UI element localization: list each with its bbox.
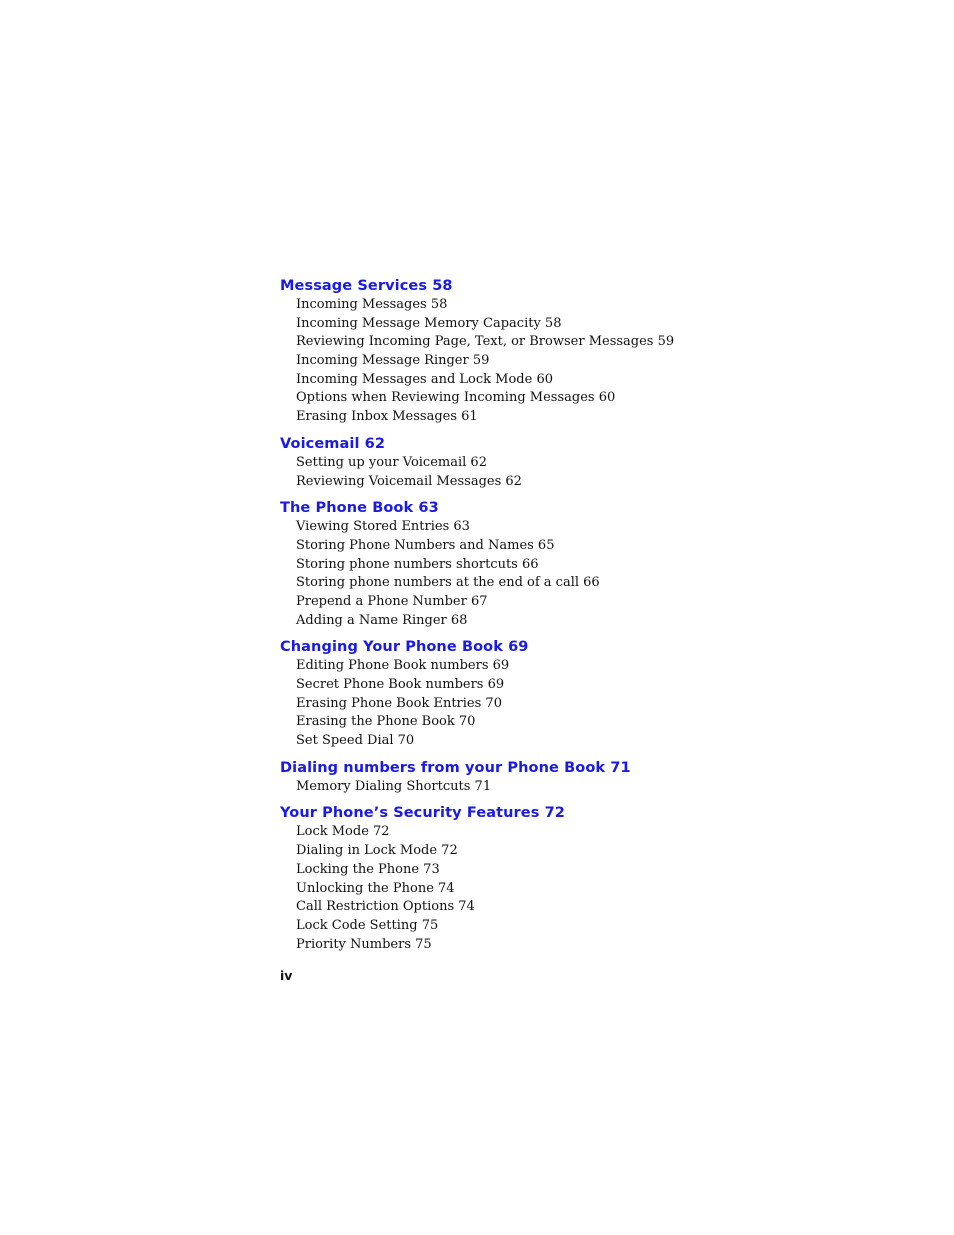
toc-section-phone-book (280, 499, 840, 630)
toc-entry[interactable]: Incoming Messages 58 (296, 297, 448, 312)
section-heading[interactable]: Your Phone’s Security Features 72 (280, 805, 565, 822)
toc-entry[interactable]: Incoming Message Memory Capacity 58 (296, 315, 562, 331)
toc-entry[interactable]: Lock Mode 72 (296, 824, 390, 840)
page-number: iv (280, 968, 293, 983)
toc-entry[interactable]: Options when Reviewing Incoming Messages 60 (296, 390, 616, 406)
toc-section-voicemail (280, 435, 840, 491)
toc-entry[interactable]: Memory Dialing Shortcuts 71 (296, 778, 492, 794)
toc-entry[interactable]: Reviewing Incoming Page, Text, or Browser Messages 59 (296, 334, 675, 350)
section-heading[interactable]: Dialing numbers from your Phone Book 71 (280, 759, 631, 776)
toc-entry[interactable]: Erasing Inbox Messages 61 (296, 409, 478, 425)
toc-entry[interactable]: Setting up your Voicemail 62 (296, 454, 487, 470)
toc-entry[interactable]: Erasing the Phone Book 70 (296, 714, 476, 730)
toc-entry[interactable]: Set Speed Dial 70 (296, 733, 415, 749)
toc-section-changing-phone-book (280, 638, 840, 750)
toc-entry[interactable]: Incoming Message Ringer 59 (296, 353, 490, 369)
toc-section-message-services (280, 277, 840, 427)
toc-entry[interactable]: Editing Phone Book numbers 69 (296, 658, 510, 674)
toc-entry[interactable]: Prepend a Phone Number 67 (296, 593, 488, 609)
toc-entry[interactable]: Storing phone numbers shortcuts 66 (296, 556, 539, 572)
section-heading[interactable]: Message Services 58 (280, 278, 453, 294)
toc-entry[interactable]: Adding a Name Ringer 68 (296, 612, 468, 628)
toc-entry[interactable]: Lock Code Setting 75 (296, 917, 439, 933)
toc-section-dialing-numbers (280, 759, 840, 797)
toc-entry[interactable]: Dialing in Lock Mode 72 (296, 843, 458, 859)
table-of-contents (280, 277, 840, 962)
section-heading[interactable]: Changing Your Phone Book 69 (280, 639, 529, 656)
toc-entry[interactable]: Unlocking the Phone 74 (296, 880, 455, 896)
toc-entry[interactable]: Viewing Stored Entries 63 (296, 519, 470, 535)
toc-entry[interactable]: Reviewing Voicemail Messages 62 (296, 473, 522, 489)
section-heading[interactable]: The Phone Book 63 (280, 500, 439, 517)
toc-entry[interactable]: Secret Phone Book numbers 69 (296, 677, 505, 692)
section-heading[interactable]: Voicemail 62 (280, 435, 386, 452)
toc-entry[interactable]: Locking the Phone 73 (296, 861, 440, 877)
toc-entry[interactable]: Priority Numbers 75 (296, 936, 432, 952)
toc-entry[interactable]: Call Restriction Options 74 (296, 899, 475, 915)
toc-entry[interactable]: Storing Phone Numbers and Names 65 (296, 537, 555, 553)
toc-entry[interactable]: Incoming Messages and Lock Mode 60 (296, 371, 553, 387)
toc-entry[interactable]: Storing phone numbers at the end of a call 66 (296, 575, 600, 591)
toc-entry[interactable]: Erasing Phone Book Entries 70 (296, 695, 502, 711)
toc-section-security-features (280, 804, 840, 954)
